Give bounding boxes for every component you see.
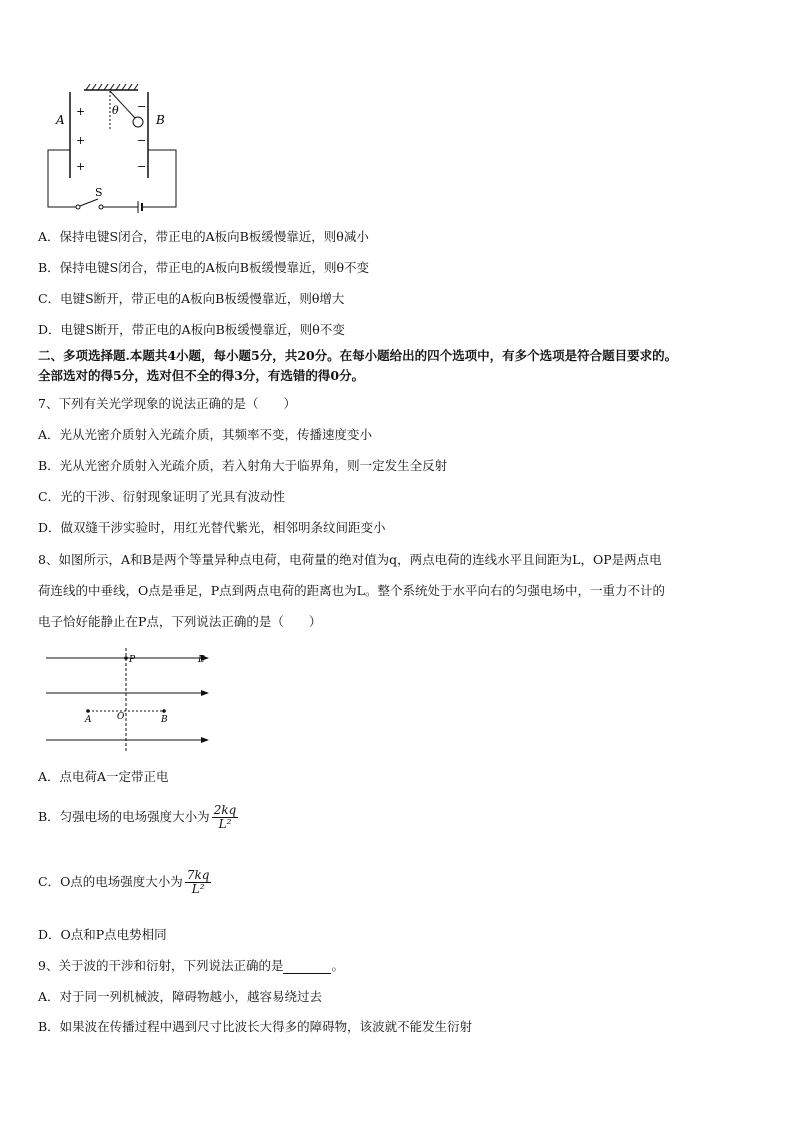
q8-option-c-denominator: L² [191, 882, 205, 896]
plate-b-label: B [156, 113, 165, 127]
plate-a-plus-1: + [76, 105, 86, 118]
q6-option-a: A．保持电键S闭合，带正电的A板向B板缓慢靠近，则θ减小 [38, 229, 369, 244]
q9-stem [38, 958, 344, 974]
plate-b-minus-3: − [137, 160, 147, 173]
plate-a-plus-3: + [76, 160, 86, 173]
q7-option-d: D．做双缝干涉实验时，用红光替代紫光，相邻明条纹间距变小 [38, 520, 386, 535]
q7-option-a: A．光从光密介质射入光疏介质，其频率不变，传播速度变小 [38, 427, 373, 442]
q7-option-c: C．光的干涉、衍射现象证明了光具有波动性 [38, 489, 286, 504]
q8-option-d: D．O点和P点电势相同 [38, 927, 167, 942]
q8-stem-line3: 电子恰好能静止在P点，下列说法正确的是（ ） [38, 614, 322, 629]
q8-option-c-text: C．O点的电场强度大小为 [38, 874, 183, 889]
q9-option-a: A．对于同一列机械波，障碍物越小，越容易绕过去 [38, 989, 323, 1004]
plate-a-plus-2: + [76, 134, 86, 147]
switch-label: S [95, 186, 103, 199]
plate-b-minus-2: − [137, 134, 147, 147]
q8-option-b-denominator: L² [218, 817, 232, 831]
q7-stem: 7、下列有关光学现象的说法正确的是（ ） [38, 396, 296, 411]
capacitor-pendulum-figure [40, 82, 190, 217]
q8-stem-line1: 8、如图所示，A和B是两个等量异种点电荷，电荷量的绝对值为q，两点电荷的连线水平且间距为L，OP是两点电 [38, 552, 662, 567]
q8-option-b [38, 804, 238, 831]
section2-heading-line1: 二、多项选择题.本题共4小题，每小题5分，共20分。在每小题给出的四个选项中，有多个选项是符合题目要求的。 [38, 348, 678, 363]
plate-b-minus-1: − [137, 100, 147, 113]
q9-stem-end: 。 [331, 958, 344, 973]
q8-option-b-numerator: 2kq [213, 803, 237, 817]
electric-field-figure [40, 644, 220, 756]
q8-option-b-text: B．匀强电场的电场强度大小为 [38, 809, 210, 824]
q8-option-c-numerator: 7kq [186, 868, 210, 882]
section2-heading-line2: 全部选对的得5分，选对但不全的得3分，有选错的得0分。 [38, 368, 365, 383]
q7-option-b: B．光从光密介质射入光疏介质，若入射角大于临界角，则一定发生全反射 [38, 458, 448, 473]
charge-a-label: A [85, 715, 92, 725]
q9-stem-text: 9、关于波的干涉和衍射，下列说法正确的是 [38, 958, 284, 973]
q9-option-b: B．如果波在传播过程中遇到尺寸比波长大得多的障碍物，该波就不能发生衍射 [38, 1019, 473, 1034]
q9-answer-blank [283, 961, 331, 974]
q8-stem-line2: 荷连线的中垂线，O点是垂足，P点到两点电荷的距离也为L。整个系统处于水平向右的匀强电场中，一重力不计的 [38, 583, 665, 598]
field-e-label: E [198, 655, 205, 665]
plate-a-label: A [56, 113, 65, 127]
theta-label: θ [112, 104, 119, 117]
q6-option-c: C．电键S断开，带正电的A板向B板缓慢靠近，则θ增大 [38, 291, 345, 306]
q8-option-a: A．点电荷A一定带正电 [38, 769, 169, 784]
point-p-label: P [129, 655, 136, 665]
q8-option-c [38, 869, 211, 896]
charge-b-label: B [161, 715, 168, 725]
q8-option-b-fraction [212, 804, 239, 831]
point-o-label: O [117, 712, 125, 722]
q8-option-c-fraction [185, 869, 212, 896]
q6-option-d: D．电键S断开，带正电的A板向B板缓慢靠近，则θ不变 [38, 322, 345, 337]
q6-option-b: B．保持电键S闭合，带正电的A板向B板缓慢靠近，则θ不变 [38, 260, 369, 275]
